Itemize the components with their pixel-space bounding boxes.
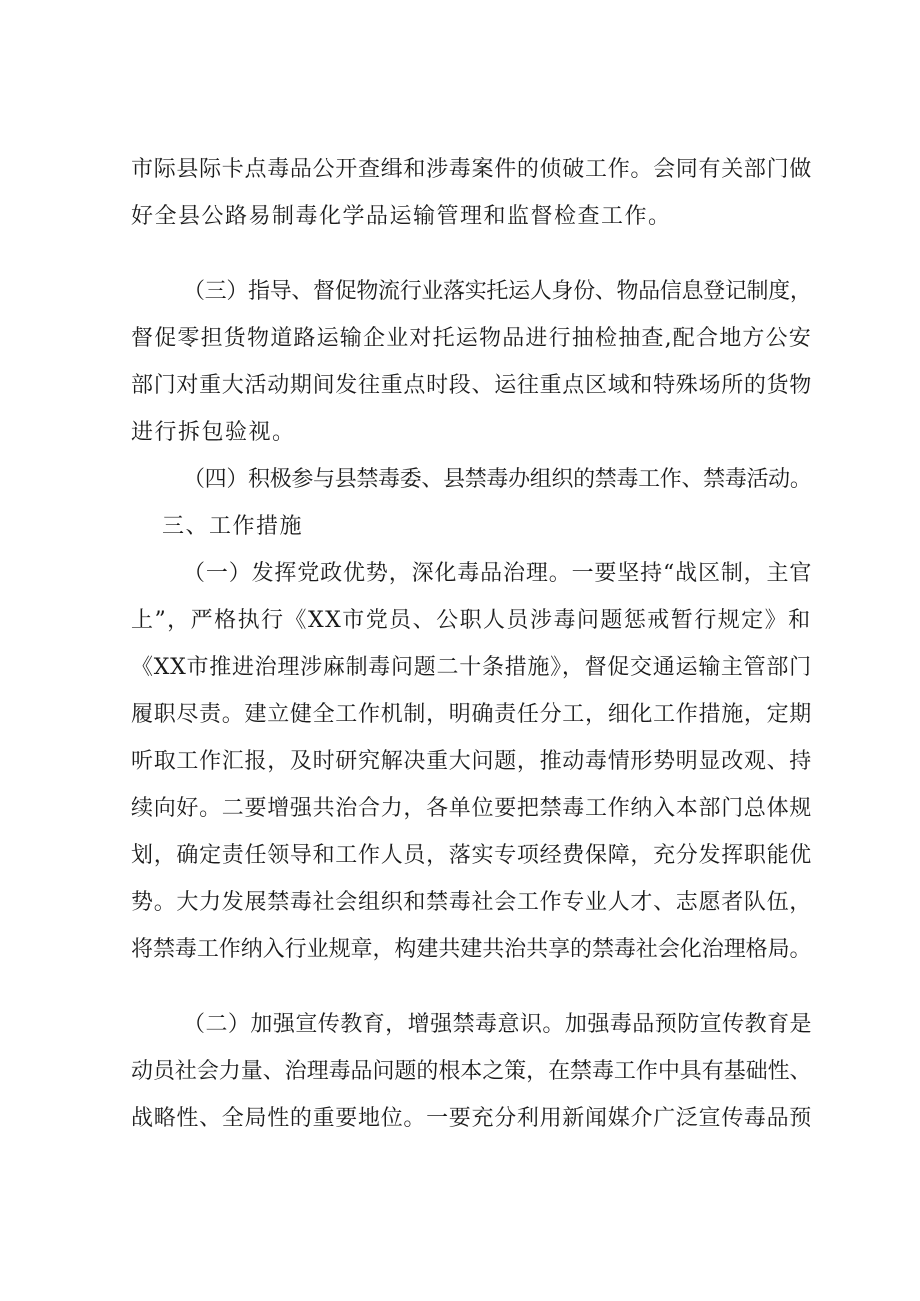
text-line: （四）积极参与县禁毒委、县禁毒办组织的禁毒工作、禁毒活动。: [183, 467, 812, 492]
text-line: 《XX市推进治理涉麻制毒问题二十条措施》，督促交通运输主管部门: [131, 655, 812, 680]
text-line: 部门对重大活动期间发往重点时段、运往重点区域和特殊场所的货物: [131, 373, 813, 398]
text-line: （二）加强宣传教育，增强禁毒意识。加强毒品预防宣传教育是: [183, 1012, 813, 1037]
text-line: 势。大力发展禁毒社会组织和禁毒社会工作专业人才、志愿者队伍，: [131, 890, 813, 915]
section-heading: 三、工作措施: [162, 514, 304, 539]
text-line: （一）发挥党政优势，深化毒品治理。一要坚持“战区制，主官: [183, 561, 813, 586]
text-line: 好全县公路易制毒化学品运输管理和监督检查工作。: [131, 204, 672, 229]
text-line: 动员社会力量、治理毒品问题的根本之策，在禁毒工作中具有基础性、: [131, 1059, 812, 1084]
text-line: 划，确定责任领导和工作人员，落实专项经费保障，充分发挥职能优: [131, 843, 813, 868]
text-line: 履职尽责。建立健全工作机制，明确责任分工，细化工作措施，定期: [131, 702, 813, 727]
text-line: （三）指导、督促物流行业落实托运人身份、物品信息登记制度，: [183, 279, 812, 304]
text-line: 进行拆包验视。: [131, 420, 296, 445]
text-line: 上”，严格执行《XX市党员、公职人员涉毒问题惩戒暂行规定》和: [131, 608, 812, 633]
text-line: 续向好。二要增强共治合力，各单位要把禁毒工作纳入本部门总体规: [131, 796, 813, 821]
text-line: 督促零担货物道路运输企业对托运物品进行抽检抽查,配合地方公安: [131, 326, 812, 351]
text-line: 市际县际卡点毒品公开查缉和涉毒案件的侦破工作。会同有关部门做: [131, 157, 813, 182]
text-line: 听取工作汇报，及时研究解决重大问题，推动毒情形势明显改观、持: [131, 749, 813, 774]
text-line: 战略性、全局性的重要地位。一要充分利用新闻媒介广泛宣传毒品预: [131, 1106, 813, 1131]
text-line: 将禁毒工作纳入行业规章，构建共建共治共享的禁毒社会化治理格局。: [131, 937, 812, 962]
